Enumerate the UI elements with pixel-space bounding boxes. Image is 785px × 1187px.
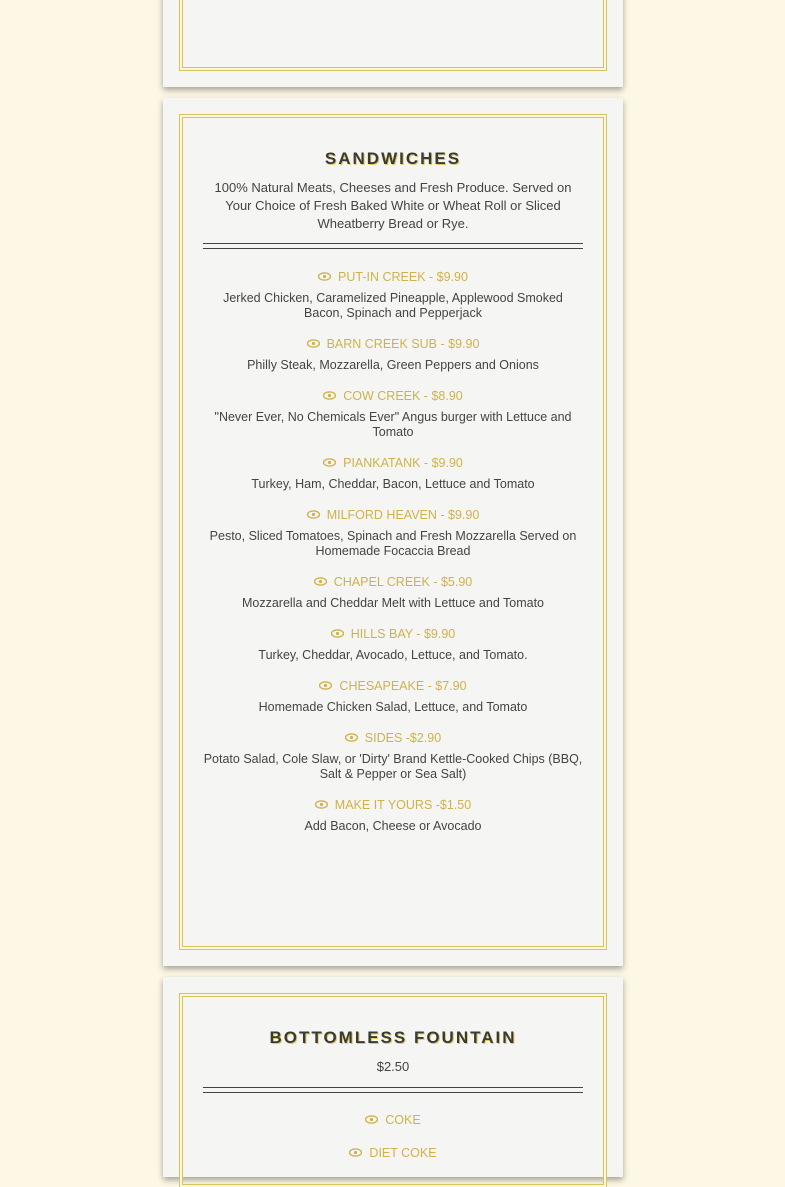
- section-price: $2.50: [376, 1059, 410, 1074]
- item-description: Potato Salad, Cole Slaw, or 'Dirty' Brand Kettle-Cooked Chips (BBQ, Salt & Pepper or Sea Salt): [203, 752, 583, 781]
- eye-icon: [319, 681, 332, 690]
- item-name: CHAPEL CREEK - $5.90: [333, 574, 473, 589]
- item-name: COKE: [385, 1112, 421, 1127]
- eye-icon: [318, 272, 331, 281]
- item-name: MAKE IT YOURS -$1.50: [334, 797, 472, 812]
- item-name: COW CREEK - $8.90: [343, 388, 463, 403]
- menu-item: [203, 796, 583, 834]
- eye-icon: [307, 510, 320, 519]
- item-description: Homemade Chicken Salad, Lettuce, and Tomato: [258, 700, 528, 714]
- section-title: BOTTOMLESS FOUNTAIN: [269, 1028, 517, 1047]
- eye-icon: [315, 800, 328, 809]
- item-name: PIANKATANK - $9.90: [343, 455, 463, 470]
- menu-item: [203, 677, 583, 715]
- menu-item: [203, 1144, 583, 1162]
- menu-item: [199, 729, 587, 782]
- eye-icon: [307, 339, 320, 348]
- item-name: PUT-IN CREEK - $9.90: [338, 269, 468, 284]
- item-description: "Never Ever, No Chemicals Ever" Angus burger with Lettuce and Tomato: [214, 410, 572, 439]
- item-description: Philly Steak, Mozzarella, Green Peppers and Onions: [247, 358, 539, 372]
- eye-icon: [331, 629, 344, 638]
- item-name: DIET COKE: [369, 1145, 437, 1160]
- item-name: BARN CREEK SUB - $9.90: [326, 336, 480, 351]
- eye-icon: [323, 391, 336, 400]
- menu-item: [203, 335, 583, 373]
- menu-item: [203, 573, 583, 611]
- item-description: Turkey, Cheddar, Avocado, Lettuce, and Tomato.: [258, 648, 528, 662]
- item-description: Mozzarella and Cheddar Melt with Lettuce and Tomato: [241, 596, 545, 610]
- item-name: SIDES -$2.90: [364, 730, 442, 745]
- eye-icon: [349, 1148, 362, 1157]
- card-frame: [179, 0, 607, 71]
- item-description: Turkey, Ham, Cheddar, Bacon, Lettuce and Tomato: [251, 477, 535, 491]
- previous-menu-card: [163, 0, 623, 87]
- double-divider: [203, 1087, 583, 1093]
- eye-icon: [323, 458, 336, 467]
- menu-item: [203, 268, 583, 321]
- item-name: HILLS BAY - $9.90: [350, 626, 456, 641]
- eye-icon: [314, 577, 327, 586]
- item-description: Add Bacon, Cheese or Avocado: [304, 819, 482, 833]
- section-description: 100% Natural Meats, Cheeses and Fresh Produce. Served on Your Choice of Fresh Baked White or Wheat Roll or Sliced Wheatberry Bread or Rye.: [214, 180, 572, 231]
- sandwiches-card: [163, 98, 623, 966]
- item-description: Pesto, Sliced Tomatoes, Spinach and Fresh Mozzarella Served on Homemade Focaccia Bread: [209, 529, 577, 558]
- menu-item: [203, 625, 583, 663]
- eye-icon: [345, 733, 358, 742]
- menu-item: [203, 387, 583, 440]
- item-name: MILFORD HEAVEN - $9.90: [326, 507, 480, 522]
- fountain-card: [163, 977, 623, 1177]
- section-title: SANDWICHES: [324, 149, 462, 168]
- menu-item: [203, 454, 583, 492]
- item-name: CHESAPEAKE - $7.90: [339, 678, 467, 693]
- menu-item: [203, 506, 583, 559]
- eye-icon: [365, 1115, 378, 1124]
- menu-item: [203, 1111, 583, 1129]
- double-divider: [203, 243, 583, 249]
- item-description: Jerked Chicken, Caramelized Pineapple, Applewood Smoked Bacon, Spinach and Pepperjack: [223, 291, 563, 320]
